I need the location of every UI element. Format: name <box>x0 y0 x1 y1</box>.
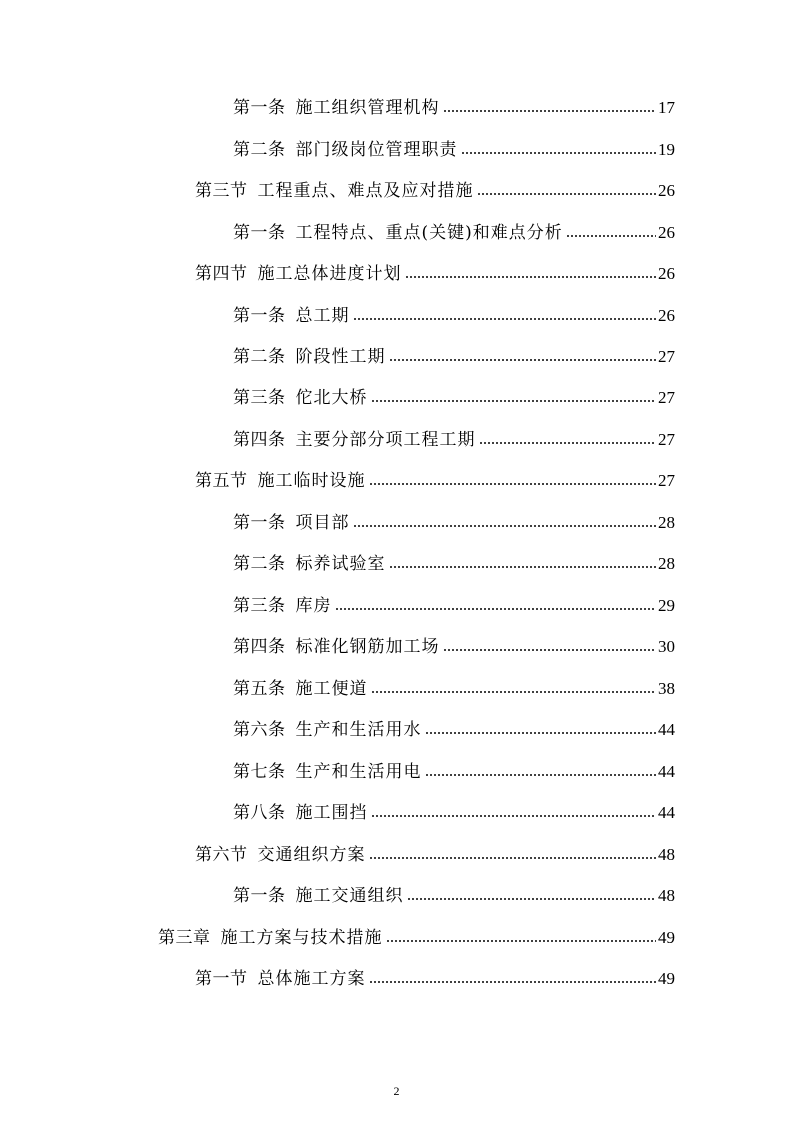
toc-entry-page: 26 <box>658 223 675 242</box>
toc-entry-page: 30 <box>658 637 675 656</box>
toc-entry-label: 第二条 <box>233 554 286 574</box>
toc-entry-title: 佗北大桥 <box>295 388 368 408</box>
toc-entry[interactable] <box>233 511 675 535</box>
toc-entry[interactable] <box>233 138 675 162</box>
toc-entry[interactable] <box>195 843 675 867</box>
toc-entry-label: 第一条 <box>233 886 286 906</box>
toc-entry[interactable] <box>233 304 675 328</box>
toc-entry-label: 第三章 <box>158 928 211 948</box>
toc-entry-page: 49 <box>658 928 675 947</box>
toc-dot-leader <box>371 398 657 404</box>
toc-entry-title: 工程特点、重点(关键)和难点分析 <box>295 223 563 243</box>
toc-entry-title: 施工组织管理机构 <box>295 98 440 118</box>
toc-entry-title: 生产和生活用水 <box>295 720 422 740</box>
toc-entry[interactable] <box>233 594 675 618</box>
toc-entry-title: 阶段性工期 <box>295 347 386 367</box>
toc-entry-page: 26 <box>658 181 675 200</box>
toc-entry[interactable] <box>233 677 675 701</box>
toc-entry-label: 第四条 <box>233 430 286 450</box>
toc-entry-label: 第三节 <box>195 181 248 201</box>
toc-dot-leader <box>461 150 657 156</box>
toc-entry-title: 标养试验室 <box>295 554 386 574</box>
toc-entry[interactable] <box>195 179 675 203</box>
toc-entry-page: 27 <box>658 388 675 407</box>
toc-entry-page: 48 <box>658 845 675 864</box>
toc-entry-title: 施工交通组织 <box>295 886 404 906</box>
toc-entry-label: 第八条 <box>233 803 286 823</box>
toc-entry[interactable] <box>233 635 675 659</box>
toc-entry[interactable] <box>233 718 675 742</box>
toc-entry-page: 44 <box>658 762 675 781</box>
toc-entry-title: 生产和生活用电 <box>295 762 422 782</box>
toc-entry-title: 施工便道 <box>295 679 368 699</box>
toc-entry[interactable] <box>233 884 675 908</box>
toc-entry-page: 48 <box>658 886 675 905</box>
toc-entry-title: 库房 <box>295 596 332 616</box>
toc-entry-page: 19 <box>658 140 675 159</box>
toc-dot-leader <box>477 191 657 197</box>
toc-entry[interactable] <box>233 221 675 245</box>
toc-entry-label: 第二条 <box>233 347 286 367</box>
toc-dot-leader <box>371 813 657 819</box>
toc-dot-leader <box>443 108 657 114</box>
toc-dot-leader <box>335 606 657 612</box>
toc-entry[interactable] <box>195 967 675 991</box>
toc-entry-title: 总体施工方案 <box>257 969 366 989</box>
toc-entry-title: 施工围挡 <box>295 803 368 823</box>
toc-entry-label: 第一条 <box>233 223 286 243</box>
toc-dot-leader <box>369 855 657 861</box>
toc-entry-label: 第五条 <box>233 679 286 699</box>
toc-dot-leader <box>407 896 657 902</box>
toc-dot-leader <box>443 647 657 653</box>
toc-entry-title: 施工临时设施 <box>257 471 366 491</box>
toc-entry-label: 第六节 <box>195 845 248 865</box>
toc-entry-label: 第七条 <box>233 762 286 782</box>
toc-dot-leader <box>479 440 657 446</box>
toc-entry-title: 总工期 <box>295 306 350 326</box>
toc-dot-leader <box>369 979 657 985</box>
toc-entry[interactable] <box>233 801 675 825</box>
toc-entry-label: 第一条 <box>233 513 286 533</box>
toc-entry-page: 28 <box>658 513 675 532</box>
toc-dot-leader <box>425 772 657 778</box>
toc-entry-page: 38 <box>658 679 675 698</box>
toc-entry-page: 28 <box>658 554 675 573</box>
toc-dot-leader <box>405 274 657 280</box>
toc-entry-page: 44 <box>658 803 675 822</box>
toc-dot-leader <box>389 564 657 570</box>
toc-dot-leader <box>353 316 657 322</box>
page-number: 2 <box>393 1084 400 1098</box>
toc-entry-title: 项目部 <box>295 513 350 533</box>
toc-entry-page: 26 <box>658 306 675 325</box>
toc-entry-title: 部门级岗位管理职责 <box>295 140 458 160</box>
toc-entry-label: 第三条 <box>233 388 286 408</box>
toc-entry-label: 第五节 <box>195 471 248 491</box>
toc-entry-label: 第二条 <box>233 140 286 160</box>
toc-entry-label: 第一条 <box>233 306 286 326</box>
toc-entry-title: 工程重点、难点及应对措施 <box>257 181 474 201</box>
toc-entry-label: 第四节 <box>195 264 248 284</box>
toc-entry-page: 49 <box>658 969 675 988</box>
toc-entry-label: 第一节 <box>195 969 248 989</box>
toc-entry[interactable] <box>233 760 675 784</box>
toc-entry-label: 第六条 <box>233 720 286 740</box>
toc-entry-title: 交通组织方案 <box>257 845 366 865</box>
toc-dot-leader <box>425 730 657 736</box>
toc-entry-title: 施工方案与技术措施 <box>220 928 383 948</box>
toc-entry[interactable] <box>233 552 675 576</box>
toc-entry-page: 44 <box>658 720 675 739</box>
toc-dot-leader <box>353 523 657 529</box>
toc-entry-page: 29 <box>658 596 675 615</box>
toc-entry-page: 27 <box>658 471 675 490</box>
toc-entry[interactable] <box>195 469 675 493</box>
toc-entry[interactable] <box>233 96 675 120</box>
toc-entry-page: 26 <box>658 264 675 283</box>
toc-entry-page: 27 <box>658 347 675 366</box>
toc-entry[interactable] <box>233 386 675 410</box>
toc-dot-leader <box>566 233 656 239</box>
toc-dot-leader <box>389 357 657 363</box>
toc-entry-title: 主要分部分项工程工期 <box>295 430 476 450</box>
toc-entry-title: 施工总体进度计划 <box>257 264 402 284</box>
toc-dot-leader <box>371 689 657 695</box>
toc-entry[interactable] <box>158 926 675 950</box>
toc-entry-label: 第一条 <box>233 98 286 118</box>
toc-entry[interactable] <box>233 345 675 369</box>
toc-dot-leader <box>386 938 657 944</box>
toc-entry-label: 第四条 <box>233 637 286 657</box>
toc-entry-label: 第三条 <box>233 596 286 616</box>
toc-dot-leader <box>369 481 657 487</box>
toc-entry-page: 27 <box>658 430 675 449</box>
toc-entry[interactable] <box>233 428 675 452</box>
toc-entry[interactable] <box>195 262 675 286</box>
toc-entry-page: 17 <box>658 98 675 117</box>
toc-entry-title: 标准化钢筋加工场 <box>295 637 440 657</box>
